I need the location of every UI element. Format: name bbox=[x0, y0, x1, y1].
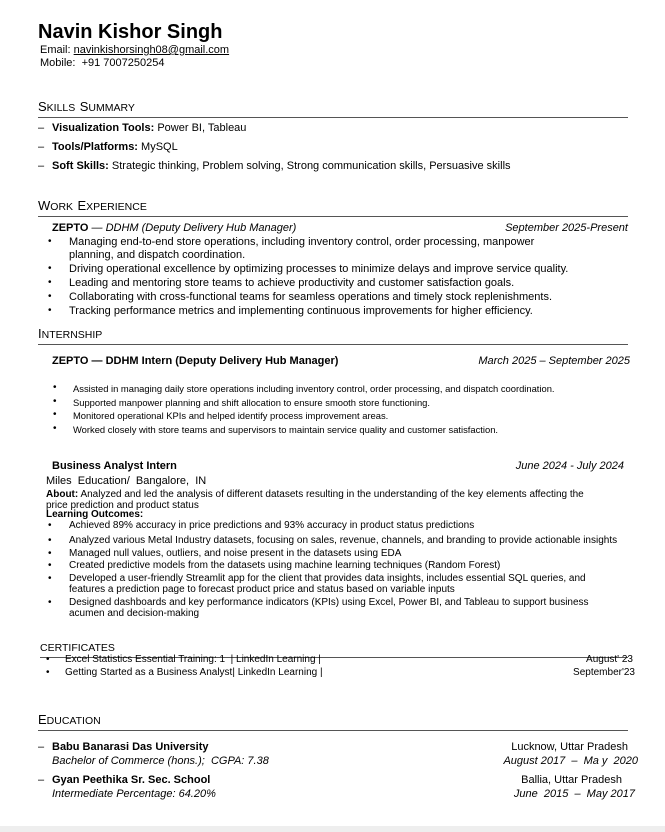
school-location: Ballia, Uttar Pradesh bbox=[521, 774, 622, 786]
bullet-dot: • bbox=[48, 520, 52, 531]
bullet-dot: • bbox=[46, 667, 50, 678]
work-bullet: Driving operational excellence by optimizing processes to minimize delays and improve service quality. bbox=[69, 263, 569, 275]
bullet-dot: • bbox=[46, 654, 50, 665]
ba-about: About: Analyzed and led the analysis of different datasets resulting in the understanding of the key elements affecting the price prediction and product status bbox=[46, 489, 584, 511]
internship-zepto-dates: March 2025 – September 2025 bbox=[478, 355, 630, 367]
dash-bullet: ‒ bbox=[38, 774, 45, 786]
internship-bullet: Worked closely with store teams and supervisors to maintain service quality and customer satisfaction. bbox=[73, 424, 499, 435]
outcome-bullet: Developed a user-friendly Streamlit app for the client that provides data insights, includes essential SQL queries, and features a prediction page to forecast product price and status based on variable inputs bbox=[69, 573, 586, 595]
certificates-heading: CERTIFICATES bbox=[40, 639, 628, 658]
degree-dates: June 2015 – May 2017 bbox=[513, 788, 635, 800]
degree: Bachelor of Commerce (hons.); CGPA: 7.38 bbox=[52, 755, 269, 767]
certificate-item: Excel Statistics Essential Training: 1 | LinkedIn Learning | bbox=[65, 654, 321, 665]
bullet-dot: • bbox=[48, 291, 52, 302]
skill-item: Visualization Tools: Power BI, Tableau bbox=[52, 122, 247, 134]
skill-item: Soft Skills: Strategic thinking, Problem solving, Strong communication skills, Persuasive skills bbox=[52, 160, 511, 172]
email-line bbox=[40, 44, 229, 56]
bullet-dot: • bbox=[48, 535, 52, 546]
internship-zepto-heading: ZEPTO — DDHM Intern (Deputy Delivery Hub Manager) bbox=[52, 355, 339, 367]
outcome-bullet: Created predictive models from the datasets using machine learning techniques (Random Forest) bbox=[69, 560, 501, 571]
bullet-dot: • bbox=[48, 277, 52, 288]
bullet-dot: • bbox=[53, 409, 57, 420]
work-bullet: Leading and mentoring store teams to achieve productivity and customer satisfaction goals. bbox=[69, 277, 515, 289]
dash-bullet: ‒ bbox=[38, 160, 45, 172]
dash-bullet: ‒ bbox=[38, 141, 45, 153]
ba-intern-dates: June 2024 - July 2024 bbox=[515, 460, 624, 472]
work-dates: September 2025-Present bbox=[505, 222, 628, 234]
outcome-bullet: Achieved 89% accuracy in price predictions and 93% accuracy in product status predictions bbox=[69, 520, 475, 531]
bullet-dot: • bbox=[48, 573, 52, 584]
dash-bullet: ‒ bbox=[38, 741, 45, 753]
school-name: Gyan Peethika Sr. Sec. School bbox=[52, 774, 211, 786]
certificate-date: August' 23 bbox=[586, 654, 633, 665]
bullet-dot: • bbox=[48, 236, 52, 247]
skill-item: Tools/Platforms: MySQL bbox=[52, 141, 178, 153]
internship-heading: INTERNSHIP bbox=[38, 326, 628, 345]
work-bullet: Collaborating with cross-functional teams for seamless operations and timely stock replenishments. bbox=[69, 291, 552, 303]
degree-dates: August 2017 – Ma y 2020 bbox=[503, 755, 638, 767]
work-experience-heading: WORK EXPERIENCE bbox=[38, 198, 628, 217]
dash-bullet: ‒ bbox=[38, 122, 45, 134]
skills-summary-heading: SKILLS SUMMARY bbox=[38, 99, 628, 118]
internship-bullet: Monitored operational KPIs and helped identify process improvement areas. bbox=[73, 410, 389, 421]
bullet-dot: • bbox=[53, 423, 57, 434]
degree: Intermediate Percentage: 64.20% bbox=[52, 788, 216, 800]
candidate-name: Navin Kishor Singh bbox=[38, 21, 223, 43]
certificate-date: September'23 bbox=[573, 667, 635, 678]
ba-org: Miles Education/ Bangalore, IN bbox=[46, 475, 207, 487]
work-role: ZEPTO — DDHM (Deputy Delivery Hub Manager) bbox=[52, 222, 297, 234]
learning-outcomes-label: Learning Outcomes: bbox=[46, 509, 144, 520]
mobile-number: +91 7007250254 bbox=[81, 57, 165, 69]
mobile-label: Mobile: bbox=[40, 57, 76, 69]
bullet-dot: • bbox=[48, 305, 52, 316]
bullet-dot: • bbox=[48, 560, 52, 571]
work-bullet: Tracking performance metrics and implementing continuous improvements for higher efficiency. bbox=[69, 305, 533, 317]
outcome-bullet: Managed null values, outliers, and noise present in the datasets using EDA bbox=[69, 548, 402, 559]
outcome-bullet: Analyzed various Metal Industry datasets, focusing on sales, revenue, channels, and branding to provide actionable insights bbox=[69, 535, 618, 546]
email-link[interactable]: navinkishorsingh08@gmail.com bbox=[73, 44, 230, 56]
ba-intern-heading: Business Analyst Intern bbox=[52, 460, 177, 472]
page-bottom-edge bbox=[0, 826, 665, 832]
bullet-dot: • bbox=[48, 597, 52, 608]
mobile-line bbox=[40, 57, 165, 69]
work-bullet: Managing end-to-end store operations, including inventory control, order processing, manpower planning, and dispatch coordination. bbox=[69, 236, 535, 261]
school-location: Lucknow, Uttar Pradesh bbox=[511, 741, 628, 753]
education-heading: EDUCATION bbox=[38, 712, 628, 731]
bullet-dot: • bbox=[48, 263, 52, 274]
school-name: Babu Banarasi Das University bbox=[52, 741, 209, 753]
outcome-bullet: Designed dashboards and key performance indicators (KPIs) using Excel, Power BI, and Tableau to support business acumen and decision-making bbox=[69, 597, 589, 619]
email-label: Email: bbox=[40, 44, 71, 56]
internship-bullet: Assisted in managing daily store operations including inventory control, order processing, and dispatch coordination. bbox=[73, 383, 555, 394]
bullet-dot: • bbox=[53, 382, 57, 393]
bullet-dot: • bbox=[53, 396, 57, 407]
internship-bullet: Supported manpower planning and shift allocation to ensure smooth store functioning. bbox=[73, 397, 430, 408]
certificate-item: Getting Started as a Business Analyst| LinkedIn Learning | bbox=[65, 667, 323, 678]
bullet-dot: • bbox=[48, 548, 52, 559]
